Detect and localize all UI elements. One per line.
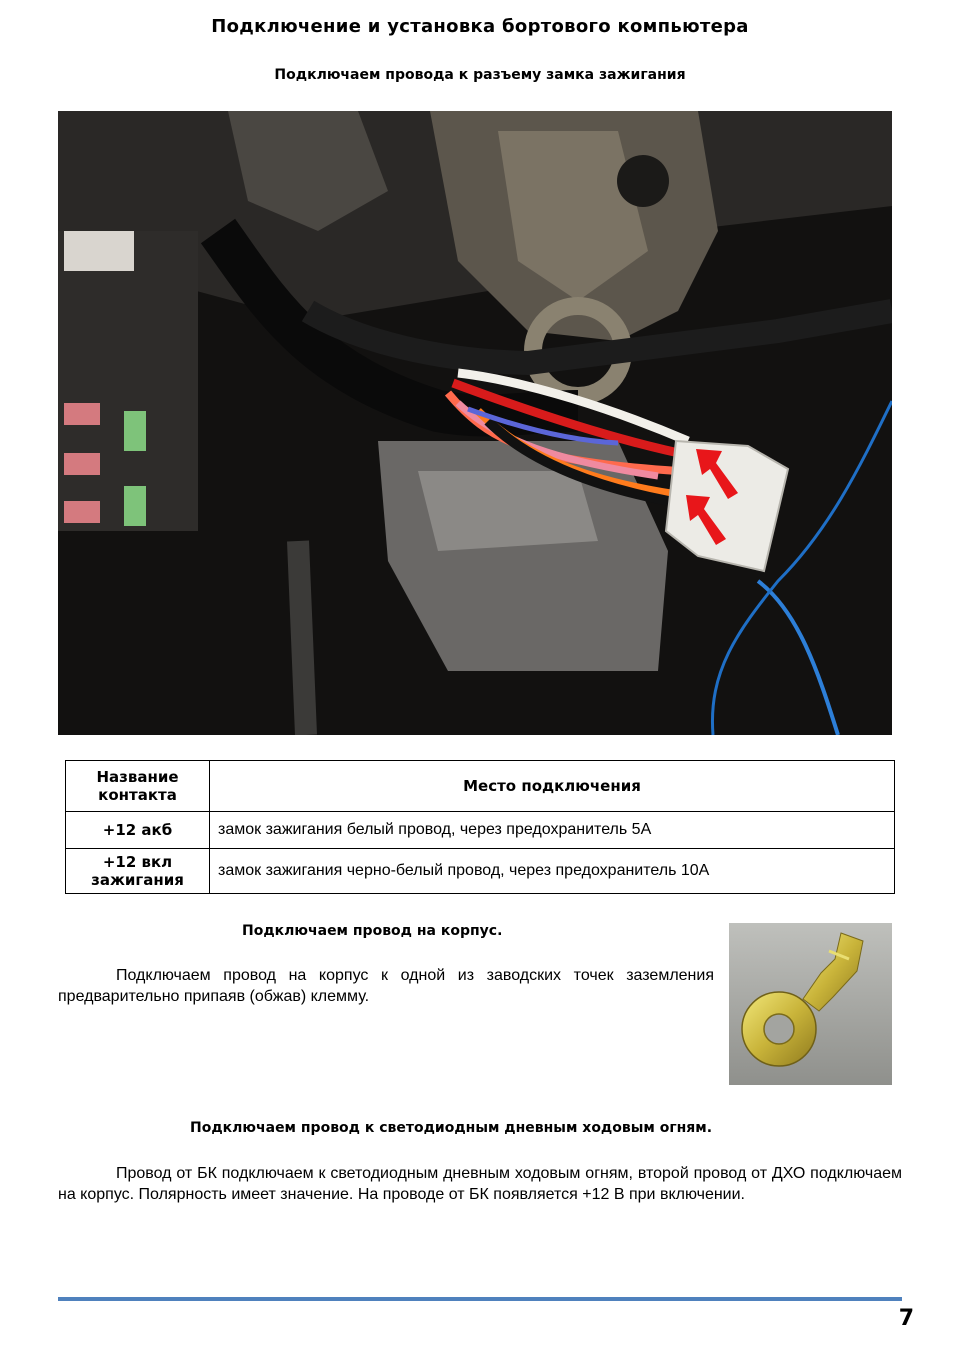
page-title: Подключение и установка бортового компьютера bbox=[211, 16, 749, 37]
drl-section-text: Провод от БК подключаем к светодиодным дневным ходовым огням, второй провод от ДХО подключаем на корпус. Полярность имеет значение. На проводе от БК появляется +12 В при включении. bbox=[58, 1165, 902, 1203]
ignition-wiring-photo bbox=[58, 111, 892, 735]
table-row bbox=[66, 849, 895, 894]
section-subtitle: Подключаем провода к разъему замка зажигания bbox=[274, 67, 686, 83]
ground-section-heading: Подключаем провод на корпус. bbox=[242, 923, 503, 939]
contact-place-cell: замок зажигания черно-белый провод, через предохранитель 10А bbox=[210, 849, 895, 894]
table-header-row bbox=[66, 761, 895, 812]
ground-section-text: Подключаем провод на корпус к одной из заводских точек заземления предварительно припаяв (обжав) клемму. bbox=[58, 967, 714, 1005]
contacts-table bbox=[65, 760, 895, 894]
table-row bbox=[66, 812, 895, 849]
column-header-name: Название контакта bbox=[66, 761, 210, 812]
contact-name-cell: +12 вкл зажигания bbox=[66, 849, 210, 894]
drl-section-heading: Подключаем провод к светодиодным дневным ходовым огням. bbox=[190, 1120, 713, 1136]
contact-name-cell: +12 акб bbox=[66, 812, 210, 849]
ring-terminal-photo bbox=[729, 923, 892, 1085]
contact-place-cell: замок зажигания белый провод, через предохранитель 5А bbox=[210, 812, 895, 849]
page-number: 7 bbox=[898, 1306, 914, 1331]
footer-divider bbox=[58, 1297, 902, 1301]
column-header-place: Место подключения bbox=[210, 761, 895, 812]
